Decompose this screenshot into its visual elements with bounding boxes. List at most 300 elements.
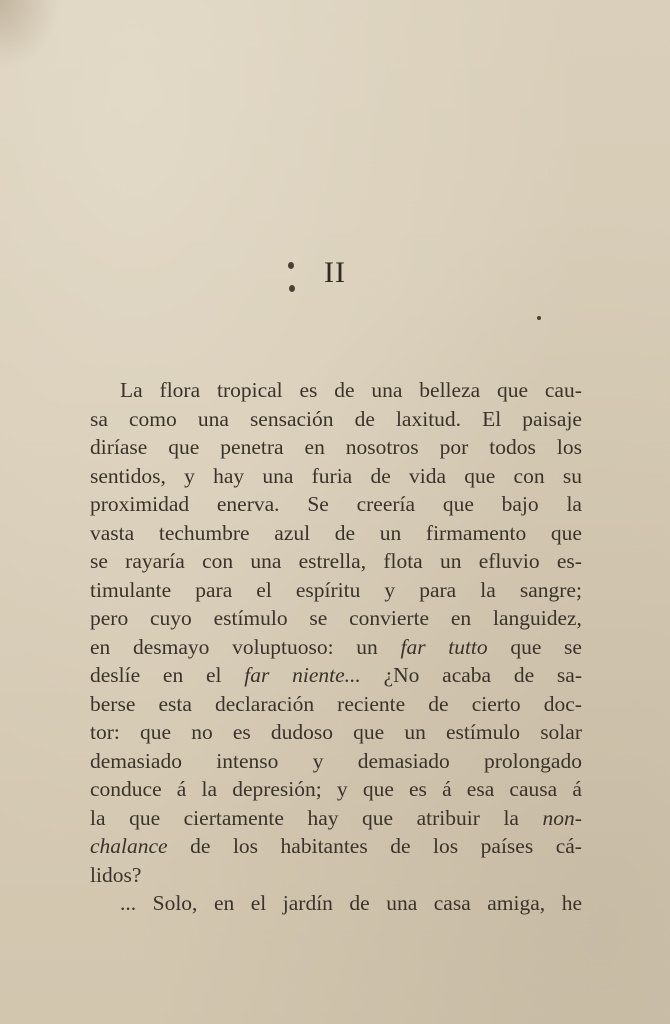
word-text: el [256, 577, 272, 602]
word-text: como [128, 406, 177, 431]
italic-text: niente... [292, 663, 361, 687]
word [484, 747, 582, 776]
word-text: que [497, 378, 529, 402]
word [440, 433, 469, 462]
word-text: enerva. [216, 492, 280, 516]
word-text: la [480, 577, 496, 602]
word-text: sensación [249, 406, 334, 431]
word-text: es- [556, 549, 582, 573]
word-text: los [232, 834, 259, 858]
word [299, 376, 317, 405]
word [557, 547, 582, 576]
word [190, 832, 210, 861]
word-text: La [120, 378, 143, 402]
text-line [90, 462, 582, 491]
text-line [90, 604, 582, 633]
word-text: berse [90, 691, 136, 716]
word-text: de [428, 691, 449, 716]
word [232, 633, 334, 662]
word-text: á [176, 777, 187, 801]
word-text: una [371, 378, 403, 402]
word-text: una [250, 549, 282, 573]
text-line [90, 376, 582, 405]
word [426, 519, 526, 548]
word-text: flota [383, 549, 423, 573]
word-text: cuyo [149, 606, 192, 630]
word-text: depresión; [232, 777, 322, 801]
word-text: de [354, 406, 375, 431]
word-text: vida [409, 463, 447, 488]
word [520, 576, 582, 605]
word [214, 889, 234, 918]
word [202, 775, 218, 804]
word [451, 604, 471, 633]
word-text: hay [213, 463, 245, 488]
text-line [90, 718, 582, 747]
word-text: habitantes [280, 834, 368, 858]
word [307, 490, 329, 519]
word [159, 519, 250, 548]
text-line [90, 576, 582, 605]
word [386, 889, 417, 918]
word-text: lidos? [90, 862, 142, 887]
word [158, 690, 191, 719]
word [232, 775, 322, 804]
word [214, 604, 288, 633]
word-text: la [503, 805, 519, 830]
word-text: que [353, 720, 385, 744]
word-text: hay [307, 805, 339, 830]
chapter-number: II [324, 256, 346, 289]
word [472, 690, 521, 719]
word-text: timulante [90, 577, 172, 602]
word-text: de [370, 463, 391, 488]
word-text: que [442, 492, 474, 516]
word-text: un [379, 520, 402, 545]
word-text: una [197, 406, 229, 431]
word [481, 832, 534, 861]
word-text: sentidos, [90, 463, 166, 488]
word [384, 576, 395, 605]
word [480, 576, 496, 605]
word-text: en [450, 606, 472, 630]
word-text: causa [509, 777, 558, 801]
word-text: los [556, 435, 582, 459]
word [510, 633, 541, 662]
word-text: países [480, 834, 534, 858]
word-text: para [195, 577, 233, 602]
word-text: conduce [90, 777, 162, 801]
word-text: que [550, 520, 582, 545]
word-text: dudoso [270, 720, 334, 744]
word-text: que [362, 777, 394, 801]
word-text: por [439, 435, 469, 459]
word [283, 889, 333, 918]
word-text: belleza [419, 378, 481, 402]
word-text: proximidad [90, 492, 190, 516]
word-text: ... [120, 891, 137, 915]
word-text: furia [311, 463, 353, 488]
word-text: declaración [215, 691, 315, 716]
word [313, 747, 324, 776]
word-text: de [349, 891, 370, 915]
word-text: pero [90, 606, 129, 630]
word-text: flora [159, 378, 201, 402]
word-text: voluptuoso: [232, 634, 334, 659]
word-text: prolongado [484, 748, 582, 773]
word-text: desmayo [132, 634, 210, 659]
word-text: esta [158, 691, 192, 716]
word [384, 661, 420, 690]
ink-speck [537, 316, 541, 320]
word [90, 661, 140, 690]
word [557, 661, 582, 690]
body-text [90, 376, 582, 918]
word [90, 633, 110, 662]
word-text: rayaría [125, 549, 185, 573]
word-text: en [304, 435, 325, 459]
word [191, 718, 213, 747]
word-text: sa [90, 406, 108, 431]
word [90, 775, 162, 804]
word-text: la [566, 492, 582, 516]
word-text: acaba [442, 663, 492, 687]
word [262, 462, 293, 491]
text-line [90, 861, 582, 890]
word [250, 547, 281, 576]
word [307, 804, 338, 833]
word-text: los [433, 834, 459, 858]
word-text: y [384, 577, 396, 602]
word-text: que [464, 463, 496, 488]
word [184, 804, 284, 833]
word-text: en [90, 634, 111, 659]
word [562, 889, 582, 918]
word-text: estímulo [213, 606, 288, 630]
word [274, 519, 310, 548]
word-text: esa [466, 777, 495, 801]
text-line [90, 690, 582, 719]
italic-text: tutto [448, 634, 488, 659]
word [357, 490, 415, 519]
word [440, 547, 462, 576]
word [251, 889, 267, 918]
word [443, 490, 474, 519]
word [544, 690, 582, 719]
word [556, 832, 582, 861]
word-text: demasiado [90, 748, 182, 773]
word [380, 519, 402, 548]
word [129, 405, 177, 434]
word-text: la [201, 777, 218, 801]
italic-text: non- [542, 805, 582, 830]
word [487, 889, 545, 918]
word [419, 576, 456, 605]
word-text: estrella, [298, 549, 367, 573]
word-text: espíritu [295, 577, 361, 602]
word-text: es [299, 378, 318, 402]
word-text: vasta [90, 520, 135, 545]
word-text: Se [307, 492, 329, 516]
word [355, 405, 375, 434]
word-text: amiga, [487, 891, 546, 915]
word [202, 547, 233, 576]
word [551, 519, 582, 548]
word [90, 490, 189, 519]
word [514, 661, 534, 690]
word [90, 519, 134, 548]
text-line [90, 775, 582, 804]
text-line [90, 889, 582, 918]
word [150, 604, 192, 633]
word [90, 604, 128, 633]
word-text: jardín [282, 891, 333, 915]
word-text: Solo, [152, 891, 198, 915]
word [479, 547, 540, 576]
word-text: azul [274, 520, 311, 545]
text-line [90, 490, 582, 519]
word [140, 718, 171, 747]
text-line [90, 661, 582, 690]
word-text: cau- [544, 378, 582, 402]
word [545, 376, 582, 405]
italic-text: far [244, 663, 270, 687]
word [90, 405, 108, 434]
word-text: convierte [349, 606, 430, 630]
word-text: todos [489, 435, 536, 459]
word-text: que [129, 805, 161, 830]
word-text: reciente [337, 691, 406, 716]
paper-stain [0, 0, 60, 70]
word [409, 775, 427, 804]
word-text: ¿No [383, 663, 420, 687]
word [133, 633, 209, 662]
word-text: se [90, 549, 108, 573]
word [522, 405, 582, 434]
word-text: de [190, 834, 211, 858]
word-text: diríase [90, 435, 148, 459]
text-line [90, 747, 582, 776]
word-text: de [334, 520, 356, 545]
word [442, 661, 491, 690]
word-text: un [439, 549, 462, 573]
word [168, 433, 199, 462]
word [390, 832, 410, 861]
word [125, 547, 185, 576]
word-text: no [191, 720, 213, 744]
word [163, 661, 183, 690]
word-text: casa [433, 891, 471, 915]
word [90, 462, 166, 491]
word-text: el [205, 663, 222, 687]
word-text: atribuir [416, 805, 480, 830]
word-text: de [390, 834, 411, 858]
word [206, 661, 222, 690]
word-text: estímulo [445, 720, 521, 744]
word [160, 376, 201, 405]
word-text: la [90, 805, 106, 830]
word-text: intenso [216, 748, 279, 773]
word-text: techumbre [158, 520, 250, 545]
word [448, 633, 487, 662]
word [90, 576, 171, 605]
word-text: El [482, 406, 502, 431]
word [90, 804, 106, 833]
word [467, 775, 494, 804]
word-text: una [262, 463, 294, 488]
word-text: para [419, 577, 457, 602]
word [358, 747, 450, 776]
word-text: sangre; [519, 577, 582, 602]
word-text: es [232, 720, 251, 744]
word [90, 861, 141, 890]
word [90, 832, 168, 861]
word [256, 576, 272, 605]
word-text: ciertamente [183, 805, 284, 830]
italic-text: chalance [90, 834, 168, 858]
word-text: sa- [556, 663, 582, 687]
word [177, 775, 187, 804]
text-line [90, 519, 582, 548]
word [502, 490, 539, 519]
word [335, 519, 355, 548]
word-text: en [162, 663, 184, 687]
word [362, 804, 393, 833]
word [90, 747, 182, 776]
word [566, 490, 582, 519]
word-text: á [572, 777, 582, 801]
word [404, 718, 426, 747]
word [299, 547, 366, 576]
word [489, 433, 536, 462]
word [383, 547, 422, 576]
text-line [90, 405, 582, 434]
word [417, 804, 480, 833]
word-text: un [356, 634, 378, 659]
word [434, 889, 471, 918]
word-text: firmamento [425, 520, 527, 545]
word-text: de [334, 378, 355, 402]
word-text: un [404, 720, 426, 744]
word [514, 462, 545, 491]
text-line [90, 832, 582, 861]
word [309, 604, 327, 633]
word-text: penetra [220, 435, 284, 459]
word-text: demasiado [357, 748, 450, 773]
word-text: cá- [555, 834, 582, 858]
word [250, 405, 334, 434]
word-text: laxitud. [395, 406, 462, 431]
word-text: paisaje [522, 406, 582, 431]
word [356, 633, 378, 662]
word [129, 804, 160, 833]
word-text: he [561, 891, 582, 915]
word-text: á [442, 777, 452, 801]
word [312, 462, 353, 491]
word [346, 433, 419, 462]
word [217, 376, 283, 405]
word [292, 661, 361, 690]
word [563, 462, 582, 491]
word [428, 690, 448, 719]
word-text: solar [540, 720, 582, 744]
word [572, 775, 582, 804]
word-text: que [510, 634, 542, 659]
word [503, 804, 519, 833]
word [233, 718, 251, 747]
word [370, 462, 390, 491]
word [217, 490, 280, 519]
word [446, 718, 520, 747]
word [120, 889, 136, 918]
word [363, 775, 394, 804]
word [433, 832, 458, 861]
word [493, 604, 582, 633]
word [337, 775, 348, 804]
word [195, 576, 232, 605]
word-text: de [513, 663, 535, 687]
word-text: y [312, 748, 324, 773]
word [564, 633, 582, 662]
word-text: se [309, 606, 328, 630]
word-text: efluvio [478, 549, 540, 573]
word-text: cierto [471, 691, 521, 716]
word [557, 433, 582, 462]
word [419, 376, 480, 405]
word [220, 433, 283, 462]
word [90, 547, 108, 576]
word-text: que [168, 435, 200, 459]
word [215, 690, 314, 719]
word-text: con [202, 549, 234, 573]
text-line [90, 804, 582, 833]
word-text: el [250, 891, 267, 915]
text-line [90, 547, 582, 576]
word-text: tropical [216, 378, 283, 402]
word [543, 804, 582, 833]
word-text: languidez, [492, 606, 582, 630]
word [464, 462, 495, 491]
word [216, 747, 278, 776]
word [497, 376, 528, 405]
word [271, 718, 333, 747]
word [233, 832, 258, 861]
word-text: doc- [543, 691, 582, 716]
text-line [90, 633, 582, 662]
italic-text: far [400, 634, 426, 659]
word-text: que [362, 805, 394, 830]
word-text: bajo [501, 492, 539, 516]
word [409, 462, 446, 491]
word-text: que [140, 720, 172, 744]
word [281, 832, 368, 861]
word [296, 576, 361, 605]
word-text: tor: [90, 720, 120, 744]
word [198, 405, 229, 434]
word-text: creería [356, 492, 416, 516]
word [400, 633, 425, 662]
word [349, 889, 369, 918]
word [482, 405, 501, 434]
word [90, 433, 147, 462]
word [184, 462, 195, 491]
word [396, 405, 461, 434]
word-text: nosotros [345, 435, 419, 459]
word [90, 690, 135, 719]
word [213, 462, 244, 491]
word [509, 775, 557, 804]
word [349, 604, 429, 633]
